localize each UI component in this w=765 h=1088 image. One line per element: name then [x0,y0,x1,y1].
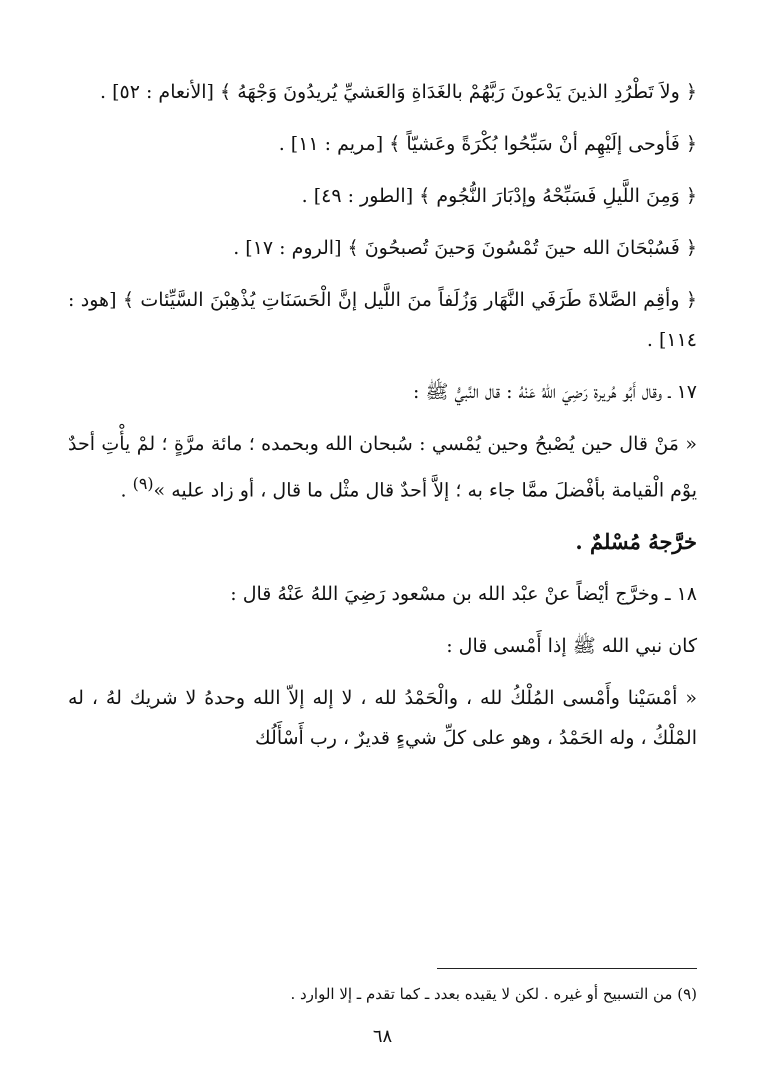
verse-maryam [68,124,697,164]
hadith-18-text: « أمْسَيْنا وأَمْسى المُلْكُ لله ، والْحَمْدُ لله ، لا إله إلاّ الله وحدهُ لا شريك لهُ ، له المْلْكُ ، وله الحَمْدُ ، وهو على كلِّ شيءٍ قديرٌ ، رب أَسْأَلُك [68,687,697,750]
verse-text: ﴿ ولاَ تَطْرُدِ الذينَ يَدْعونَ رَبَّهُمْ بالغَدَاةِ وَالعَشيِّ يُريدُونَ وَجْهَهُ ﴾ [220,81,697,103]
hadith-text-end: . [120,479,133,502]
verse-reference: [الروم : ١٧] . [233,237,342,259]
hadith-17-intro: ١٧ ـ وقال أَبُو هُريرة رَضِيَ اللهُ عَنْهُ : قال النَّبيُّ ﷺ : [413,381,697,403]
hadith-18-line2: كان نبي الله ﷺ إذا أَمْسى قال : [446,635,697,658]
footnote-divider [437,968,697,969]
verse-reference: [الطور : ٤٩] . [301,185,414,207]
verse-text: ﴿ فَأوحى إلَيْهِم أنْ سَبِّحُوا بُكْرَةً وعَشيّاً ﴾ [389,133,697,155]
verse-anam [68,72,697,112]
hadith-17-source: خرَّجهُ مُسْلمٌ . [575,529,697,555]
footnote-marker: (٩) [132,474,154,493]
verse-text: ﴿ وأقِم الصَّلاةَ طَرَفَي النَّهَار وَزُلَفاً منَ اللَّيل إنَّ الْحَسَنَاتِ يُذْهِبْنَ السَّيِّئات ﴾ [122,289,698,311]
verse-reference: [هود : ١١٤] . [68,289,697,351]
page-body [68,72,697,770]
verse-reference: [الأنعام : ٥٢] . [100,81,214,103]
verse-rum [68,228,697,268]
verse-text: ﴿ وَمِنَ اللَّيلِ فَسَبِّحْهُ وإدْبَارَ النُّجُوم ﴾ [419,185,697,207]
verse-text: ﴿ فَسُبْحَانَ الله حينَ تُمْسُونَ وَحينَ تُصبحُونَ ﴾ [347,237,697,259]
hadith-text: « مَنْ قال حين يُصْبحُ وحين يُمْسي : سُبحان الله وبحمده ؛ مائة مرَّةٍ ؛ لمْ يأْتِ أحدٌ يوْم الْقيامة بأفْضلَ ممَّا جاء به ؛ إلاَّ أحدٌ قال مثْل ما قال ، أو زاد عليه » [68,433,697,502]
verse-tur [68,176,697,216]
verse-hud [68,280,697,360]
footnote: (٩) من التسبيح أو غيره . لكن لا يقيده بعدد ـ كما تقدم ـ إلا الوارد . [290,985,697,1003]
hadith-18-intro: ١٨ ـ وخرَّج أيْضاً عنْ عبْد الله بن مسْعود رَضِيَ اللهُ عَنْهُ قال : [230,583,697,606]
verse-reference: [مريم : ١١] . [278,133,384,155]
page-number: ٦٨ [372,1026,393,1047]
hadith-17-text [68,424,697,510]
